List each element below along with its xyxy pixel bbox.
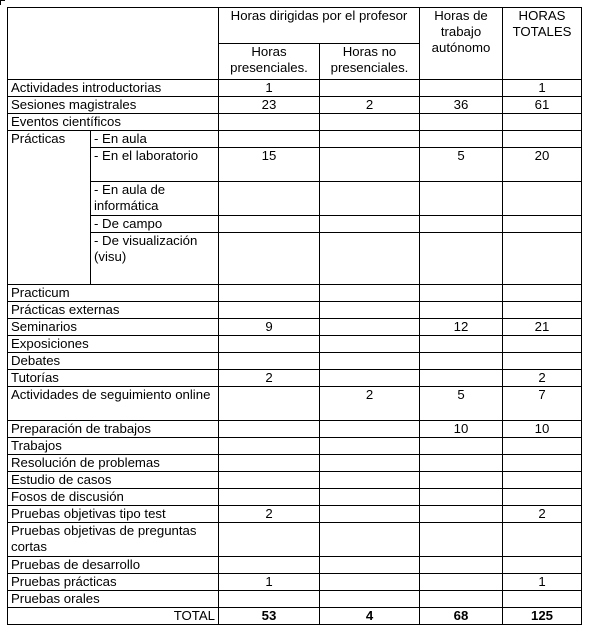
table-row	[8, 370, 582, 387]
cell-total	[503, 114, 582, 131]
cell-autonomo	[420, 80, 503, 97]
row-label: Prácticas externas	[8, 302, 219, 319]
cell-no-presenciales	[320, 233, 420, 285]
cell-no-presenciales	[320, 285, 420, 302]
cell-presenciales	[219, 472, 320, 489]
header-autonomo-cell: Horas de trabajo autónomo	[420, 8, 503, 80]
cell-autonomo	[420, 506, 503, 523]
total-presenciales: 53	[219, 608, 320, 625]
total-label: TOTAL	[8, 608, 219, 625]
header-presenciales-cell: Horas presenciales.	[219, 44, 320, 80]
cell-presenciales: 2	[219, 506, 320, 523]
cell-presenciales	[219, 455, 320, 472]
row-label: Trabajos	[8, 438, 219, 455]
cell-presenciales: 9	[219, 319, 320, 336]
cell-autonomo	[420, 438, 503, 455]
header-group-cell: Horas dirigidas por el profesor	[219, 8, 420, 44]
cell-autonomo	[420, 489, 503, 506]
cell-no-presenciales	[320, 319, 420, 336]
table-row	[8, 114, 582, 131]
cell-presenciales	[219, 285, 320, 302]
table-row	[8, 557, 582, 574]
cell-total	[503, 455, 582, 472]
cell-no-presenciales	[320, 336, 420, 353]
cell-total: 1	[503, 574, 582, 591]
practicas-sublabel: - En aula de informática	[91, 182, 219, 216]
table-row	[8, 285, 582, 302]
cell-presenciales	[219, 182, 320, 216]
cell-presenciales	[219, 114, 320, 131]
table-row	[8, 523, 582, 557]
cell-no-presenciales	[320, 591, 420, 608]
cell-no-presenciales: 2	[320, 387, 420, 421]
table-row	[8, 506, 582, 523]
row-label: Exposiciones	[8, 336, 219, 353]
cell-presenciales	[219, 336, 320, 353]
table-row	[8, 80, 582, 97]
table-row	[8, 489, 582, 506]
cell-autonomo	[420, 557, 503, 574]
cell-no-presenciales	[320, 438, 420, 455]
row-label: Actividades de seguimiento online	[8, 387, 219, 421]
row-label: Pruebas objetivas tipo test	[8, 506, 219, 523]
cell-total	[503, 182, 582, 216]
cell-total	[503, 216, 582, 233]
cell-total	[503, 233, 582, 285]
table-row	[8, 387, 582, 421]
table-row	[8, 421, 582, 438]
cell-presenciales	[219, 438, 320, 455]
cell-total	[503, 523, 582, 557]
row-label: Seminarios	[8, 319, 219, 336]
practicas-label: Prácticas	[8, 131, 91, 285]
practicas-subrow	[8, 148, 582, 182]
practicas-sublabel: - De visualización (visu)	[91, 233, 219, 285]
cell-total: 20	[503, 148, 582, 182]
cell-total	[503, 489, 582, 506]
cell-presenciales	[219, 489, 320, 506]
practicas-sublabel: - De campo	[91, 216, 219, 233]
cell-total: 1	[503, 80, 582, 97]
cell-autonomo: 5	[420, 387, 503, 421]
table-row	[8, 591, 582, 608]
cell-presenciales	[219, 131, 320, 148]
cell-autonomo	[420, 523, 503, 557]
cell-presenciales: 1	[219, 80, 320, 97]
cell-autonomo	[420, 336, 503, 353]
cell-total: 61	[503, 97, 582, 114]
cell-no-presenciales	[320, 131, 420, 148]
table-row	[8, 302, 582, 319]
cell-no-presenciales: 2	[320, 97, 420, 114]
cell-autonomo	[420, 233, 503, 285]
cell-presenciales	[219, 557, 320, 574]
row-label: Actividades introductorias	[8, 80, 219, 97]
cell-no-presenciales	[320, 557, 420, 574]
cell-autonomo: 12	[420, 319, 503, 336]
cell-total: 2	[503, 506, 582, 523]
table-row	[8, 455, 582, 472]
practicas-sublabel: - En aula	[91, 131, 219, 148]
total-no-presenciales: 4	[320, 608, 420, 625]
cell-autonomo	[420, 472, 503, 489]
cell-no-presenciales	[320, 523, 420, 557]
total-total: 125	[503, 608, 582, 625]
cell-total	[503, 285, 582, 302]
cell-no-presenciales	[320, 370, 420, 387]
cell-no-presenciales	[320, 353, 420, 370]
cell-autonomo	[420, 216, 503, 233]
row-label: Pruebas objetivas de preguntas cortas	[8, 523, 219, 557]
row-label: Tutorías	[8, 370, 219, 387]
cell-presenciales: 2	[219, 370, 320, 387]
row-label: Eventos científicos	[8, 114, 219, 131]
row-label: Estudio de casos	[8, 472, 219, 489]
row-label: Pruebas orales	[8, 591, 219, 608]
table-row	[8, 97, 582, 114]
cell-total	[503, 131, 582, 148]
total-autonomo: 68	[420, 608, 503, 625]
total-row	[8, 608, 582, 625]
table-row	[8, 353, 582, 370]
row-label: Preparación de trabajos	[8, 421, 219, 438]
cell-autonomo	[420, 591, 503, 608]
row-label: Sesiones magistrales	[8, 97, 219, 114]
cell-presenciales	[219, 216, 320, 233]
cell-total: 7	[503, 387, 582, 421]
row-label: Debates	[8, 353, 219, 370]
cell-autonomo	[420, 370, 503, 387]
practicas-subrow	[8, 182, 582, 216]
practicas-sublabel: - En el laboratorio	[91, 148, 219, 182]
cell-presenciales	[219, 233, 320, 285]
cell-total	[503, 438, 582, 455]
practicas-subrow	[8, 131, 582, 148]
cell-presenciales: 15	[219, 148, 320, 182]
cell-no-presenciales	[320, 216, 420, 233]
cell-no-presenciales	[320, 421, 420, 438]
cell-presenciales	[219, 353, 320, 370]
cell-autonomo: 36	[420, 97, 503, 114]
cell-presenciales: 23	[219, 97, 320, 114]
table-row	[8, 319, 582, 336]
cell-presenciales	[219, 523, 320, 557]
cell-no-presenciales	[320, 489, 420, 506]
cell-total	[503, 336, 582, 353]
cell-presenciales	[219, 421, 320, 438]
cell-no-presenciales	[320, 506, 420, 523]
cell-no-presenciales	[320, 574, 420, 591]
header-empty-cell	[8, 8, 219, 80]
practicas-subrow	[8, 233, 582, 285]
cell-autonomo	[420, 455, 503, 472]
header-totales-cell: HORAS TOTALES	[503, 8, 582, 80]
cell-autonomo	[420, 353, 503, 370]
cell-no-presenciales	[320, 80, 420, 97]
cell-presenciales	[219, 387, 320, 421]
row-label: Fosos de discusión	[8, 489, 219, 506]
cell-autonomo: 10	[420, 421, 503, 438]
cell-presenciales	[219, 302, 320, 319]
header-row-1	[8, 8, 582, 44]
corner-mark	[0, 0, 5, 5]
header-no-presenciales-cell: Horas no presenciales.	[320, 44, 420, 80]
table-row	[8, 336, 582, 353]
cell-no-presenciales	[320, 455, 420, 472]
practicas-subrow	[8, 216, 582, 233]
cell-autonomo	[420, 574, 503, 591]
cell-total	[503, 472, 582, 489]
cell-total	[503, 302, 582, 319]
hours-table	[7, 7, 582, 625]
cell-no-presenciales	[320, 114, 420, 131]
cell-presenciales: 1	[219, 574, 320, 591]
cell-presenciales	[219, 591, 320, 608]
cell-autonomo: 5	[420, 148, 503, 182]
cell-no-presenciales	[320, 302, 420, 319]
cell-no-presenciales	[320, 472, 420, 489]
table-row	[8, 472, 582, 489]
cell-total: 2	[503, 370, 582, 387]
cell-total	[503, 591, 582, 608]
cell-autonomo	[420, 302, 503, 319]
cell-autonomo	[420, 182, 503, 216]
table-row	[8, 574, 582, 591]
cell-no-presenciales	[320, 182, 420, 216]
cell-autonomo	[420, 131, 503, 148]
row-label: Pruebas prácticas	[8, 574, 219, 591]
row-label: Practicum	[8, 285, 219, 302]
cell-no-presenciales	[320, 148, 420, 182]
row-label: Resolución de problemas	[8, 455, 219, 472]
cell-autonomo	[420, 285, 503, 302]
cell-total	[503, 557, 582, 574]
row-label: Pruebas de desarrollo	[8, 557, 219, 574]
cell-autonomo	[420, 114, 503, 131]
cell-total: 21	[503, 319, 582, 336]
cell-total: 10	[503, 421, 582, 438]
cell-total	[503, 353, 582, 370]
table-row	[8, 438, 582, 455]
